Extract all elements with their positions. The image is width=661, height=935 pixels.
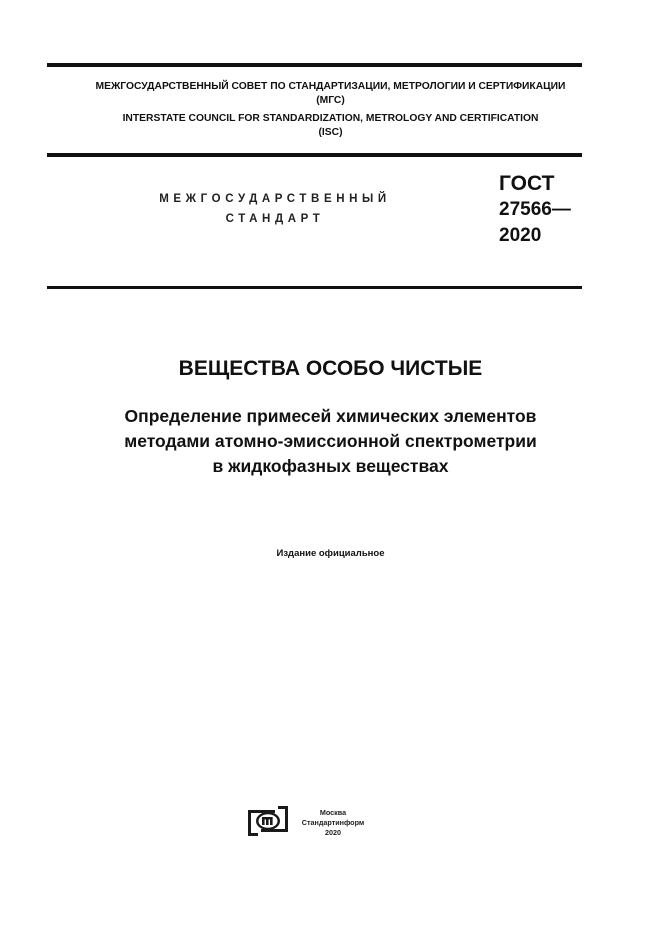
council-en-line1: INTERSTATE COUNCIL FOR STANDARDIZATION, METROLOGY AND CERTIFICATION [122, 113, 539, 124]
council-en-line2: (ISC) [318, 127, 343, 138]
top-rule [47, 63, 582, 67]
standard-divider [47, 286, 582, 289]
publisher-info [293, 808, 373, 838]
standard-label-line1: МЕЖГОСУДАРСТВЕННЫЙ [159, 193, 391, 205]
gost-number: 27566— [499, 199, 571, 220]
standard-label-line2: СТАНДАРТ [225, 213, 325, 225]
document-subtitle [0, 404, 661, 479]
edition-note: Издание официальное [276, 548, 385, 559]
standartinform-logo-icon [248, 806, 288, 836]
council-name-en [0, 112, 661, 140]
gost-word: ГОСТ [499, 172, 555, 195]
council-name-ru [0, 80, 661, 108]
document-title: ВЕЩЕСТВА ОСОБО ЧИСТЫЕ [178, 357, 483, 380]
header-divider [47, 153, 582, 157]
publisher-name: Стандартинформ [301, 818, 365, 827]
subtitle-line3: в жидкофазных веществах [212, 456, 449, 476]
council-ru-line2: (МГС) [316, 95, 345, 106]
subtitle-line2: методами атомно-эмиссионной спектрометрии [124, 431, 537, 451]
publisher-city: Москва [319, 808, 347, 817]
gost-year: 2020 [499, 225, 542, 246]
subtitle-line1: Определение примесей химических элементов [124, 406, 537, 426]
publisher-year: 2020 [325, 828, 341, 837]
council-ru-line1: МЕЖГОСУДАРСТВЕННЫЙ СОВЕТ ПО СТАНДАРТИЗАЦИИ, МЕТРОЛОГИИ И СЕРТИФИКАЦИИ [95, 81, 566, 92]
